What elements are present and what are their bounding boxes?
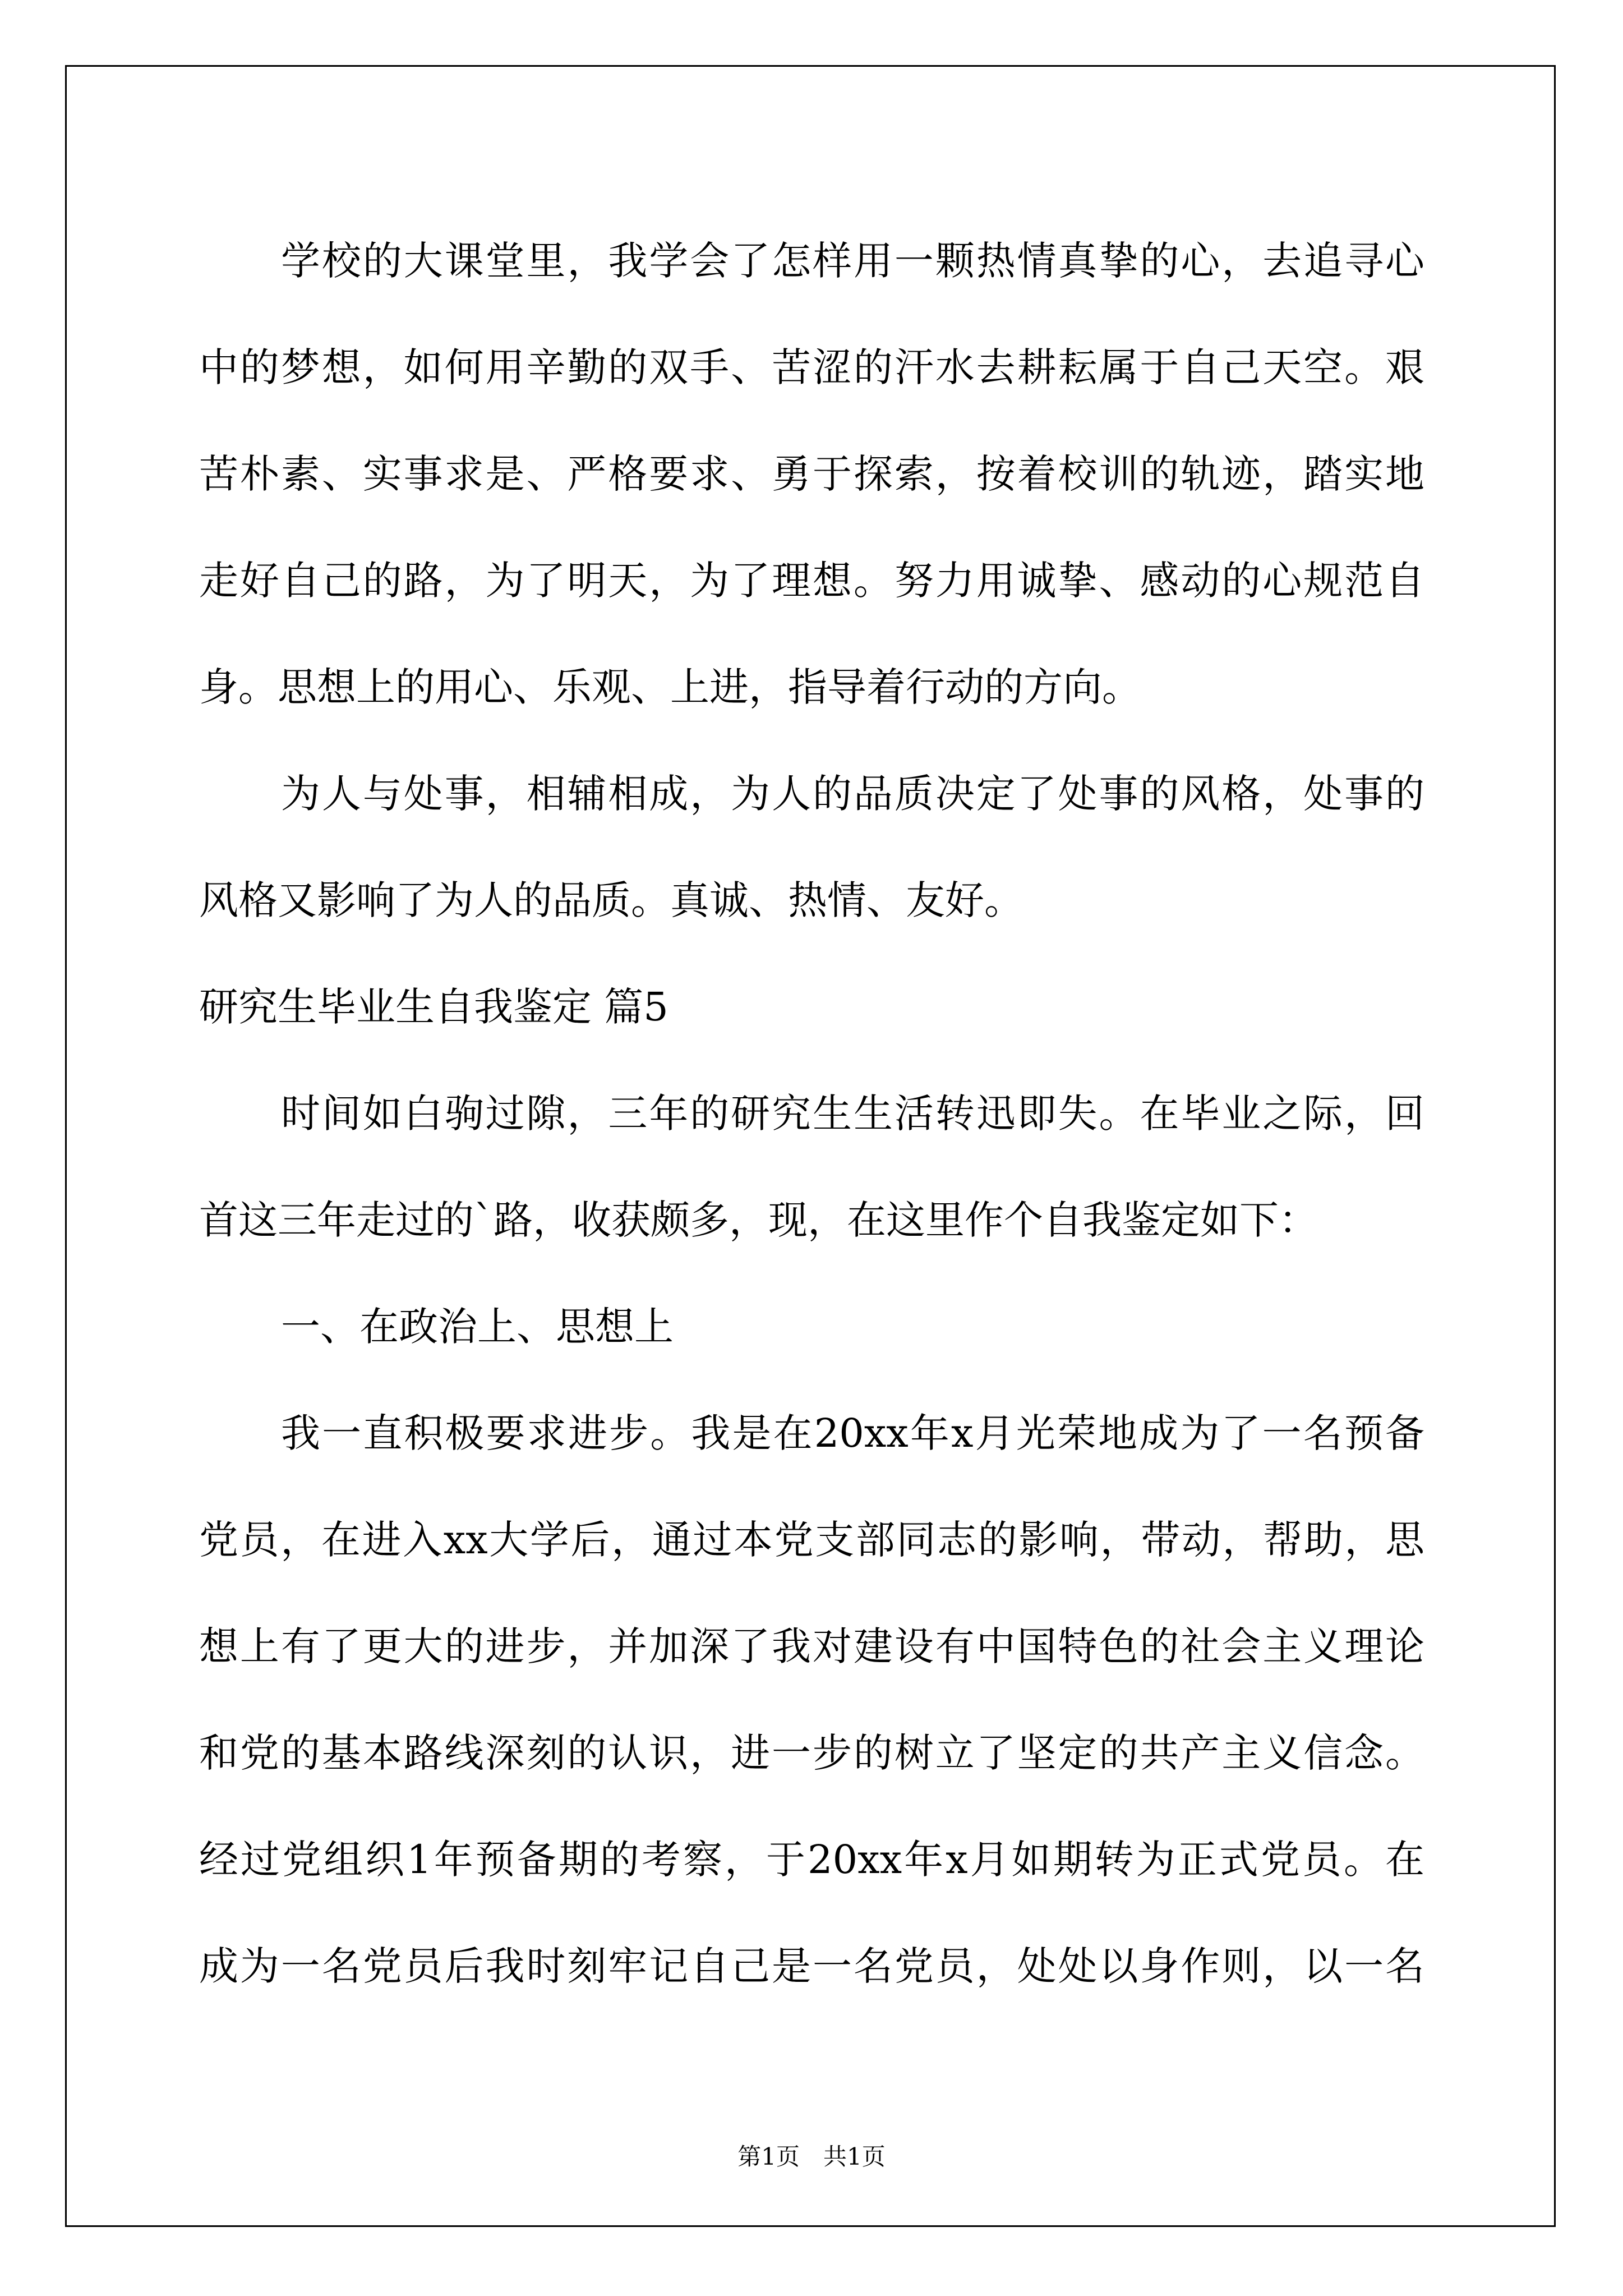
paragraph-line: 中的梦想，如何用辛勤的双手、苦涩的汗水去耕耘属于自己天空。艰 <box>199 344 1424 390</box>
paragraph-line: 成为一名党员后我时刻牢记自己是一名党员，处处以身作则，以一名 <box>199 1943 1424 1989</box>
subsection-heading: 一、在政治上、思想上 <box>281 1304 674 1350</box>
paragraph-line: 风格又影响了为人的品质。真诚、热情、友好。 <box>199 877 1023 923</box>
paragraph-line: 时间如白驹过隙，三年的研究生生活转迅即失。在毕业之际，回 <box>281 1091 1424 1137</box>
paragraph-line: 首这三年走过的`路，收获颇多，现，在这里作个自我鉴定如下： <box>199 1197 1318 1243</box>
section-heading: 研究生毕业生自我鉴定 篇5 <box>199 984 668 1030</box>
paragraph-line: 苦朴素、实事求是、严格要求、勇于探索，按着校训的轨迹，踏实地 <box>199 451 1424 497</box>
paragraph-line: 我一直积极要求进步。我是在20xx年x月光荣地成为了一名预备 <box>281 1410 1424 1456</box>
paragraph-line: 走好自己的路，为了明天，为了理想。努力用诚挚、感动的心规范自 <box>199 558 1424 604</box>
paragraph-line: 身。思想上的用心、乐观、上进，指导着行动的方向。 <box>199 664 1141 710</box>
paragraph-line: 和党的基本路线深刻的认识，进一步的树立了坚定的共产主义信念。 <box>199 1730 1424 1776</box>
paragraph-line: 为人与处事，相辅相成，为人的品质决定了处事的风格，处事的 <box>281 771 1424 817</box>
paragraph-line: 党员，在进入xx大学后，通过本党支部同志的影响，带动，帮助，思 <box>199 1517 1424 1563</box>
paragraph-line: 想上有了更大的进步，并加深了我对建设有中国特色的社会主义理论 <box>199 1623 1424 1669</box>
page-footer: 第1页 共1页 <box>737 2143 886 2170</box>
paragraph-line: 学校的大课堂里，我学会了怎样用一颗热情真挚的心，去追寻心 <box>281 238 1424 284</box>
document-body <box>199 208 1424 2019</box>
paragraph-line: 经过党组织1年预备期的考察，于20xx年x月如期转为正式党员。在 <box>199 1837 1424 1883</box>
